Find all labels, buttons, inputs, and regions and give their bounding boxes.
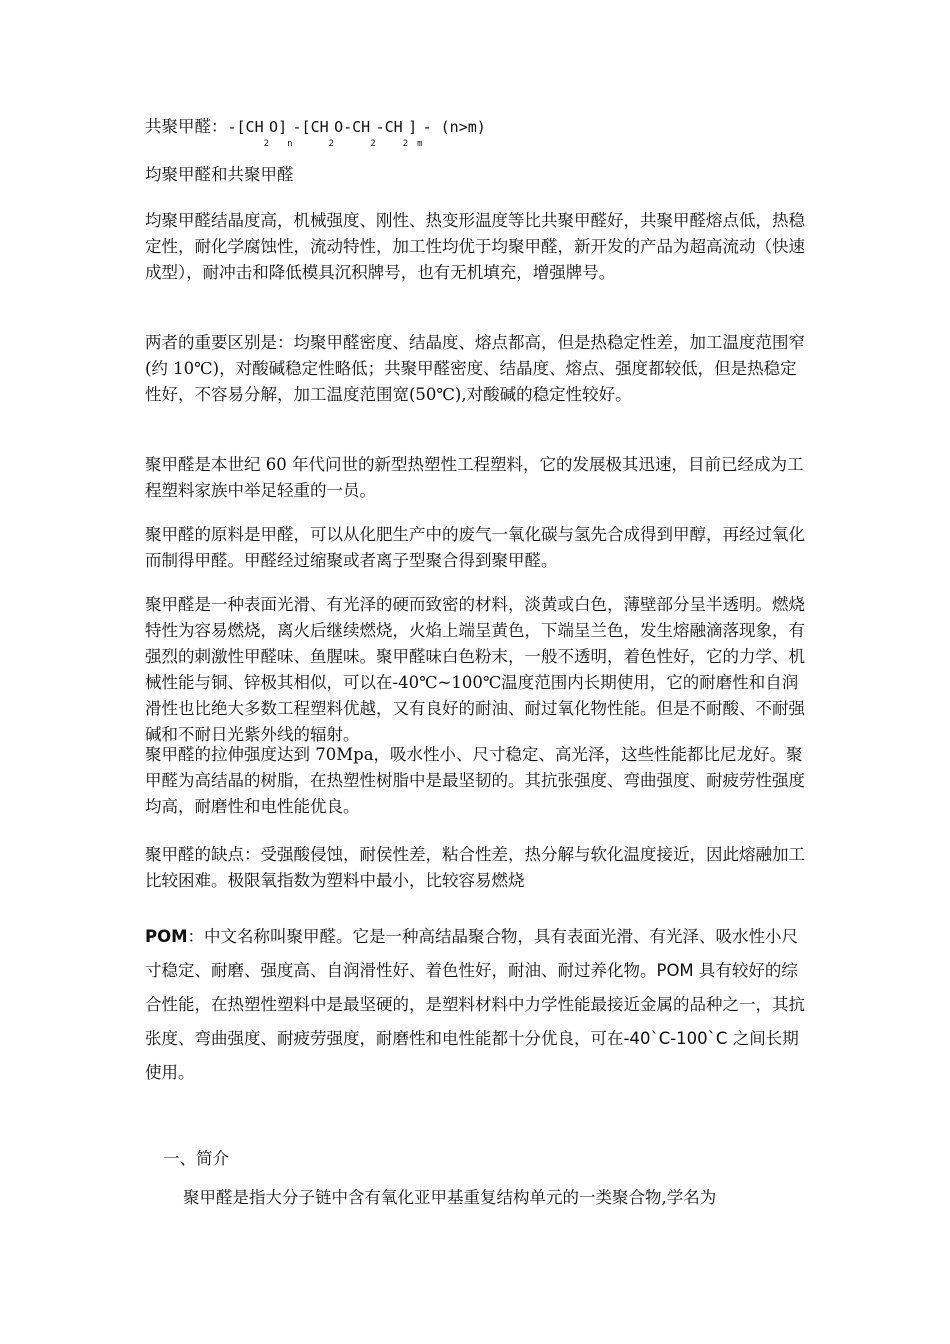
formula-part: -[CH bbox=[227, 118, 264, 136]
paragraph-pom bbox=[145, 920, 810, 1090]
pom-colon: ： bbox=[187, 927, 205, 946]
formula-part: O-CH bbox=[334, 118, 371, 136]
formula-part: O] bbox=[269, 118, 288, 136]
paragraph-history: 聚甲醛是本世纪 60 年代问世的新型热塑性工程塑料，它的发展极其迅速，目前已经成为工程塑料家族中举足轻重的一员。 bbox=[145, 455, 804, 500]
formula-subscript: 2 bbox=[402, 139, 409, 149]
formula-subscript: 2 bbox=[328, 139, 335, 149]
formula-part: - (n>m) bbox=[422, 118, 486, 136]
pom-label: POM bbox=[145, 927, 188, 946]
formula-subscript: 2 bbox=[263, 139, 270, 149]
formula-part: -CH bbox=[375, 118, 403, 136]
pom-text-1: 中文名称叫聚甲醛。它是一种高结晶聚合物，具有表面光滑、有光泽、吸水性小尺寸稳定、耐磨、强度高、自润滑性好、着色性好，耐油、耐过养化物。 bbox=[145, 927, 799, 980]
section-title-intro: 一、简介 bbox=[163, 1149, 229, 1168]
formula-part: ] bbox=[408, 118, 418, 136]
paragraph-appearance: 聚甲醛是一种表面光滑、有光泽的硬而致密的材料，淡黄或白色，薄壁部分呈半透明。燃烧特性为容易燃烧，离火后继续燃烧，火焰上端呈黄色，下端呈兰色，发生熔融滴落现象，有强烈的刺激性甲醛味、鱼腥味。聚甲醛味白色粉末，一般不透明，着色性好，它的力学、机械性能与铜、锌极其相似，可以在-40℃~100℃温度范围内长期使用，它的耐磨性和自润滑性也比绝大多数工程塑料优越，又有良好的耐油、耐过氧化物性能。但是不耐酸、不耐强碱和不耐日光紫外线的辐射。 bbox=[145, 595, 805, 744]
formula-subscript: n bbox=[287, 139, 293, 149]
paragraph-drawbacks: 聚甲醛的缺点：受强酸侵蚀，耐侯性差，粘合性差，热分解与软化温度接近，因此熔融加工比较困难。极限氧指数为塑料中最小，比较容易燃烧 bbox=[145, 845, 805, 890]
section-heading: 均聚甲醛和共聚甲醛 bbox=[145, 165, 294, 184]
formula-subscript: 2 bbox=[370, 139, 376, 149]
paragraph-differences: 两者的重要区别是：均聚甲醛密度、结晶度、熔点都高，但是热稳定性差，加工温度范围窄(约 10℃)，对酸碱稳定性略低；共聚甲醛密度、结晶度、熔点、强度都较低，但是热稳定性好，不容易分解，加工温度范围宽(50℃),对酸碱的稳定性较好。 bbox=[145, 333, 805, 404]
paragraph-raw-material: 聚甲醛的原料是甲醛，可以从化肥生产中的废气一氧化碳与氢先合成得到甲醇，再经过氧化而制得甲醛。甲醛经过缩聚或者离子型聚合得到聚甲醛。 bbox=[145, 525, 805, 570]
formula-part: -[CH bbox=[292, 118, 329, 136]
formula-expression bbox=[227, 118, 486, 149]
intro-first-line: 聚甲醛是指大分子链中含有氧化亚甲基重复结构单元的一类聚合物,学名为 bbox=[183, 1188, 717, 1207]
copolymer-formula bbox=[145, 114, 810, 149]
pom-temp-range: -40`C-100`C bbox=[623, 1029, 728, 1048]
formula-subscript: m bbox=[417, 139, 423, 149]
pom-abbr: POM bbox=[656, 961, 694, 980]
pom-text-3: 之间长期使用。 bbox=[145, 1029, 799, 1082]
paragraph-strength: 聚甲醛的拉伸强度达到 70Mpa，吸水性小、尺寸稳定、高光泽，这些性能都比尼龙好。聚甲醛为高结晶的树脂，在热塑性树脂中是最坚韧的。其抗张强度、弯曲强度、耐疲劳性强度均高，耐磨性和电性能优良。 bbox=[145, 745, 805, 816]
pom-text-2: 具有较好的综合性能，在热塑性塑料中是最坚硬的，是塑料材料中力学性能最接近金属的品种之一，其抗张度、弯曲强度、耐疲劳强度，耐磨性和电性能都十分优良，可在 bbox=[145, 961, 805, 1048]
paragraph-homo-vs-co: 均聚甲醛结晶度高，机械强度、刚性、热变形温度等比共聚甲醛好，共聚甲醛熔点低，热稳定性，耐化学腐蚀性，流动特性，加工性均优于均聚甲醛，新开发的产品为超高流动（快速成型），耐冲击和降低模具沉积牌号，也有无机填充，增强牌号。 bbox=[145, 211, 805, 282]
formula-label: 共聚甲醛： bbox=[145, 117, 228, 136]
